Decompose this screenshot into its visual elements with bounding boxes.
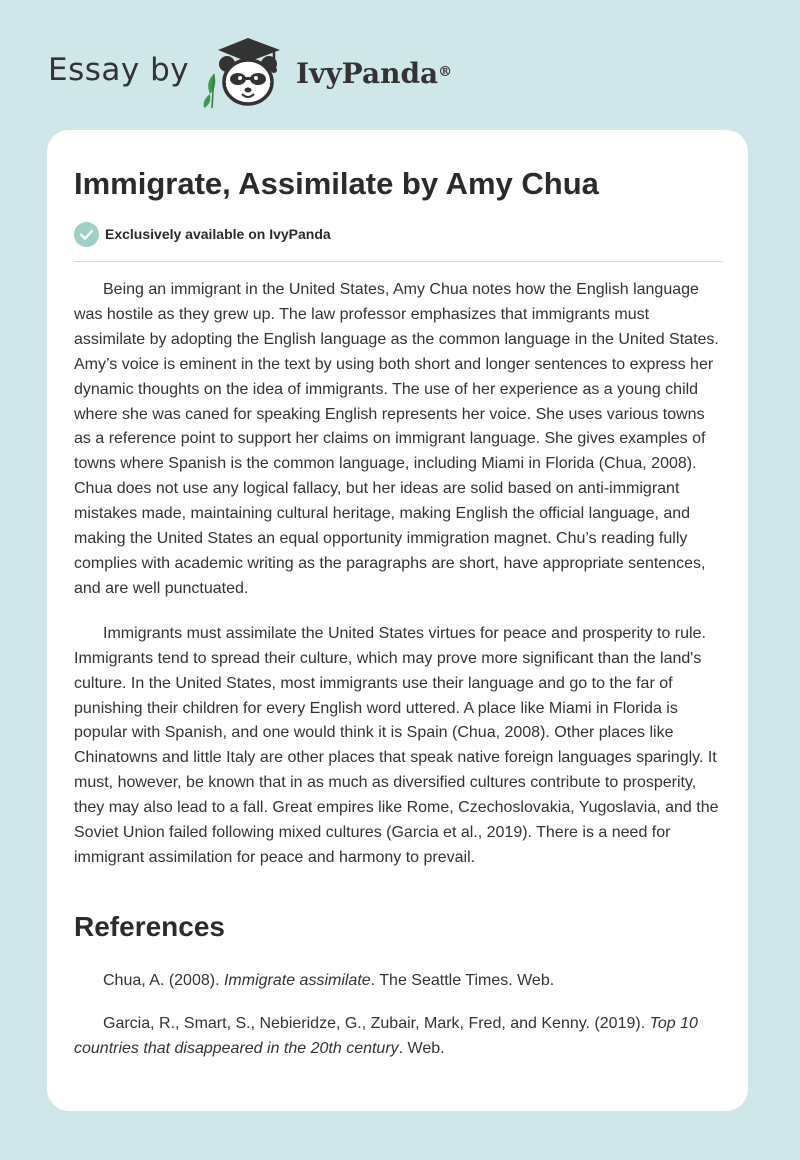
- page-title: Immigrate, Assimilate by Amy Chua: [74, 166, 599, 201]
- reference-authors: Garcia, R., Smart, S., Nebieridze, G., Zubair, Mark, Fred, and Kenny. (2019).: [103, 1014, 650, 1032]
- references-list: [74, 969, 723, 1080]
- reference-authors: Chua, A. (2008).: [103, 972, 224, 989]
- paragraph: Being an immigrant in the United States, Amy Chua notes how the English language was hostile as they grew up. The law professor emphasizes that immigrants must assimilate by adopting the English language as the common language in the United States. Amy’s voice is eminent in the text by using both short and longer sentences to express her dynamic thoughts on the idea of immigrants. The use of her experience as a young child where she was caned for speaking English represents her voice. She uses various towns as a reference point to support her claims on immigrant language. She gives examples of towns where Spanish is the common language, including Miami in Florida (Chua, 2008). Chua does not use any logical fallacy, but her ideas are solid based on anti-immigrant mistakes made, maintaining cultural heritage, making English the official language, and making the United States an equal opportunity immigration magnet. Chu’s reading fully complies with academic writing as the paragraphs are short, have appropriate sentences, and are well punctuated.: [74, 281, 719, 597]
- exclusive-badge: [74, 221, 331, 247]
- reference-source: . The Seattle Times. Web.: [370, 972, 555, 989]
- references-heading: References: [74, 911, 225, 942]
- panda-graduate-logo-icon[interactable]: [200, 36, 296, 108]
- reference-title: Top 10 countries that disappeared in the 20th century: [74, 1014, 698, 1057]
- brand-name[interactable]: [296, 56, 452, 92]
- reference-source: . Web.: [398, 1039, 445, 1057]
- title-divider: [74, 261, 723, 262]
- essay-body: [74, 278, 723, 891]
- brand-text: IvyPanda: [296, 57, 439, 90]
- paragraph: Immigrants must assimilate the United States virtues for peace and prosperity to rule. Immigrants tend to spread their culture, which may prove more significant than the land's culture. In the United States, most immigrants use their language and go to the far of punishing their children for every English word uttered. A place like Miami in Florida is popular with Spanish, and one would think it is Spain (Chua, 2008). Other places like Chinatowns and little Italy are other places that speak native foreign languages sparingly. It must, however, be known that in as much as diversified cultures contribute to prosperity, they may also lead to a fall. Great empires like Rome, Czechoslovakia, Yugoslavia, and the Soviet Union failed following mixed cultures (Garcia et al., 2019). There is a need for immigrant assimilation for peace and harmony to prevail.: [74, 624, 719, 866]
- reference-item: [74, 969, 723, 994]
- site-header: [0, 0, 800, 130]
- essay-by-label: Essay by: [48, 52, 190, 88]
- reference-item: [74, 1012, 723, 1062]
- badge-label: Exclusively available on IvyPanda: [105, 226, 331, 242]
- reference-title: Immigrate assimilate: [223, 972, 371, 989]
- essay-card: [47, 130, 748, 1111]
- check-circle-icon: [74, 222, 99, 247]
- registered-mark: ®: [438, 64, 453, 80]
